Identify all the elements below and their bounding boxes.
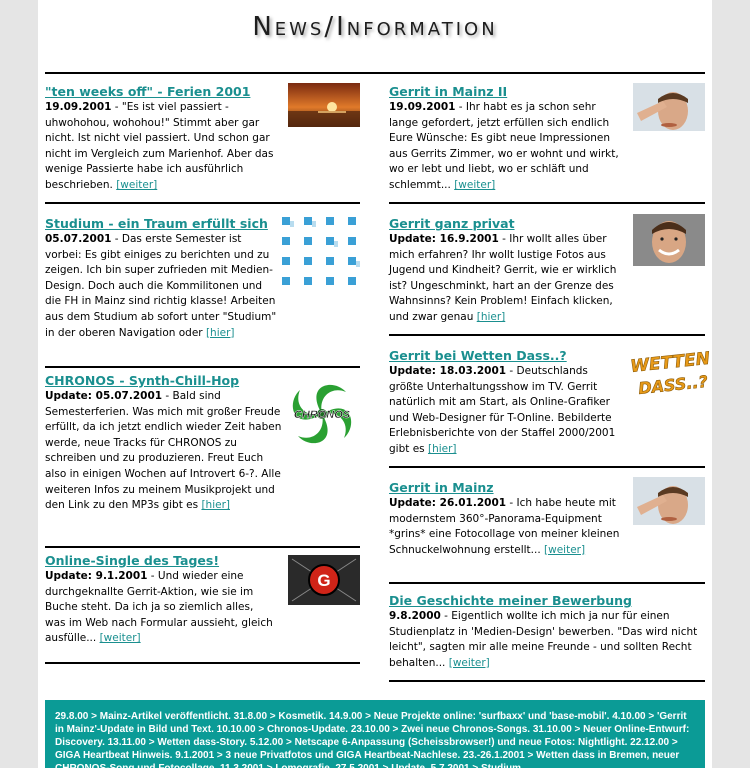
article-title-link[interactable]: Die Geschichte meiner Bewerbung bbox=[389, 593, 632, 608]
news-article-privat bbox=[389, 204, 705, 336]
wetten-dass-logo-line-1: WETTEN bbox=[629, 348, 711, 377]
giga-logo[interactable] bbox=[288, 555, 360, 605]
ticker-text: 29.8.00 > Mainz-Artikel veröffentlicht. 31.8.00 > Kosmetik. 14.9.00 > Neue Projekte online: 'surfbaxx' und 'base-mobil'. 4.10.00 > 'Gerrit in Mainz'-Update in Bild und Text. 10.10.00 > Chronos-Update. 23.10.00 > Zwei neue Chronos-Songs. 31.10.00 > Neuer Online-Entwurf: Discovery. 13.11.00 > Wetten dass-Story. 5.12.00 > Netscape 6-Anpassung (Scheissbrowser!) und neue Fotos: Nightlight. 22.12.00 > GIGA Heartbeat Hinweis. 9.1.2001 > 3 neue Privatfotos und GIGA Heartbeat-Nachlese. 23.-26.1.2001 > Wetten dass in Bremen, neuer CHRONOS-Song und Fotocollage. 11.3.2001 > Lomografie. 27.5.2001 > Update. 5.7.2001 > Studium. bbox=[55, 711, 690, 774]
news-article-mainz bbox=[389, 468, 705, 584]
chronos-logo[interactable] bbox=[284, 376, 360, 452]
article-date: Update: 9.1.2001 bbox=[45, 570, 148, 582]
news-article-bewerbung bbox=[389, 584, 705, 682]
right-news-column bbox=[389, 72, 711, 682]
more-link[interactable]: [weiter] bbox=[448, 656, 490, 669]
article-title-link[interactable]: Gerrit in Mainz II bbox=[389, 84, 508, 99]
more-link[interactable]: [hier] bbox=[476, 310, 506, 323]
article-text: - Eigentlich wollte ich mich ja nur für einen Studienplatz in 'Medien-Design' bewerben. "Das wird nicht leicht", sagten mir alle meine Freunde - und sollten Recht behalten... bbox=[389, 610, 698, 669]
sunset-photo[interactable] bbox=[288, 83, 360, 127]
article-title-link[interactable]: CHRONOS - Synth-Chill-Hop bbox=[45, 373, 240, 388]
news-article-online-single bbox=[45, 548, 360, 664]
article-date: Update: 26.01.2001 bbox=[389, 497, 507, 509]
article-text: - Bald sind Semesterferien. Was mich mit großer Freude erfüllt, da ich jetzt endlich wieder Zeit haben werde, neue Tracks für CHRONOS zu schreiben und zu produzieren. Freut Euch also in einigen Wochen auf Introvert 6-?. Alle weiteren Infos zu meinem Musikprojekt und den Link zu den MP3s gibt es bbox=[45, 390, 282, 512]
more-link[interactable]: [weiter] bbox=[544, 543, 586, 556]
news-ticker bbox=[45, 700, 705, 774]
article-date: Update: 18.03.2001 bbox=[389, 365, 507, 377]
more-link[interactable]: [weiter] bbox=[116, 178, 158, 191]
chronos-logo-text: CHRONOS bbox=[293, 409, 351, 421]
more-link[interactable]: [weiter] bbox=[454, 178, 496, 191]
article-text: - Ihr habt es ja schon sehr lange gefordert, jetzt erfüllen sich endlich Eure Wünsche: Es gibt neue Impressionen aus Gerrits Zimmer, wo er wohnt und wirkt, wo er lebt und liebt, wo er schläft und schlemmt... bbox=[389, 101, 619, 191]
news-article-wetten-dass bbox=[389, 336, 711, 468]
article-text: - Ihr wollt alles über mich erfahren? Ihr wollt lustige Fotos aus Jugend und Kindheit? Gerrit, wie er wirklich ist? Ungeschminkt, hart an der Grenze des Wahnsinns? Kein Problem! Einfach klicken, und zwar genau bbox=[389, 233, 617, 323]
page-title: News/Information bbox=[252, 12, 498, 42]
left-frame bbox=[0, 0, 38, 768]
more-link[interactable]: [hier] bbox=[427, 442, 457, 455]
news-article-ferien bbox=[45, 72, 360, 204]
article-date: 19.09.2001 bbox=[45, 101, 112, 113]
article-date: Update: 16.9.2001 bbox=[389, 233, 499, 245]
article-title-link[interactable]: "ten weeks off" - Ferien 2001 bbox=[45, 84, 251, 99]
article-text: - Und wieder eine durchgeknallte Gerrit-Aktion, wie sie im Buche steht. Da ich ja so ziemlich alles, was im Web nach Formular aussieht, gleich ausfülle... bbox=[45, 570, 273, 645]
article-title-link[interactable]: Gerrit bei Wetten Dass..? bbox=[389, 348, 567, 363]
wetten-dass-logo[interactable] bbox=[629, 348, 711, 404]
news-article-mainz-2 bbox=[389, 72, 705, 204]
article-text: - Deutschlands größte Unterhaltungsshow im TV. Gerrit natürlich mit am Start, als Online-Grafiker und Web-Designer für T-Online. Bebilderte Erlebnisberichte von der Staffel 2000/2001 gibt es bbox=[389, 365, 616, 455]
portrait-smiling-photo[interactable] bbox=[633, 214, 705, 266]
article-text: - Ich habe heute mit modernstem 360°-Panorama-Equipment *grins* eine Fotocollage von meiner kleinen Schnuckelwohnung erstellt... bbox=[389, 497, 620, 556]
article-date: 19.09.2001 bbox=[389, 101, 456, 113]
article-date: 9.8.2000 bbox=[389, 610, 441, 622]
portrait-saluting-photo[interactable] bbox=[633, 477, 705, 529]
more-link[interactable]: [hier] bbox=[201, 499, 230, 512]
right-frame bbox=[712, 0, 750, 768]
news-article-studium bbox=[45, 204, 360, 368]
article-title-link[interactable]: Studium - ein Traum erfüllt sich bbox=[45, 216, 268, 231]
article-text: - Das erste Semester ist vorbei: Es gibt einiges zu berichten und zu zeigen. Ich bin super zufrieden mit Medien-Design. Doch auch die Kommilitonen und die FH in Mainz sind richtig klasse! Arbeiten aus dem Studium ab sofort unter "Studium" in der oberen Navigation oder bbox=[45, 233, 277, 339]
portrait-saluting-photo[interactable] bbox=[633, 83, 705, 135]
more-link[interactable]: [weiter] bbox=[99, 632, 141, 645]
article-text: - "Es ist viel passiert - uhwohohou, wohohou!" Stimmt aber gar nicht. Ist nicht viel passiert. Und schon gar nicht im Vergleich zum Marienhof. Aber das wenige Passierte habe ich ausführlich beschrieben. bbox=[45, 101, 274, 191]
article-title-link[interactable]: Gerrit ganz privat bbox=[389, 216, 515, 231]
blue-squares-pattern[interactable] bbox=[280, 214, 360, 294]
more-link[interactable]: [hier] bbox=[205, 326, 235, 339]
article-date: Update: 05.07.2001 bbox=[45, 390, 163, 402]
article-title-link[interactable]: Online-Single des Tages! bbox=[45, 553, 220, 568]
left-news-column bbox=[45, 72, 360, 664]
news-article-chronos bbox=[45, 368, 360, 548]
wetten-dass-logo-line-2: DASS..? bbox=[637, 371, 709, 398]
giga-logo-text: G bbox=[317, 571, 331, 590]
article-title-link[interactable]: Gerrit in Mainz bbox=[389, 480, 494, 495]
article-date: 05.07.2001 bbox=[45, 233, 112, 245]
